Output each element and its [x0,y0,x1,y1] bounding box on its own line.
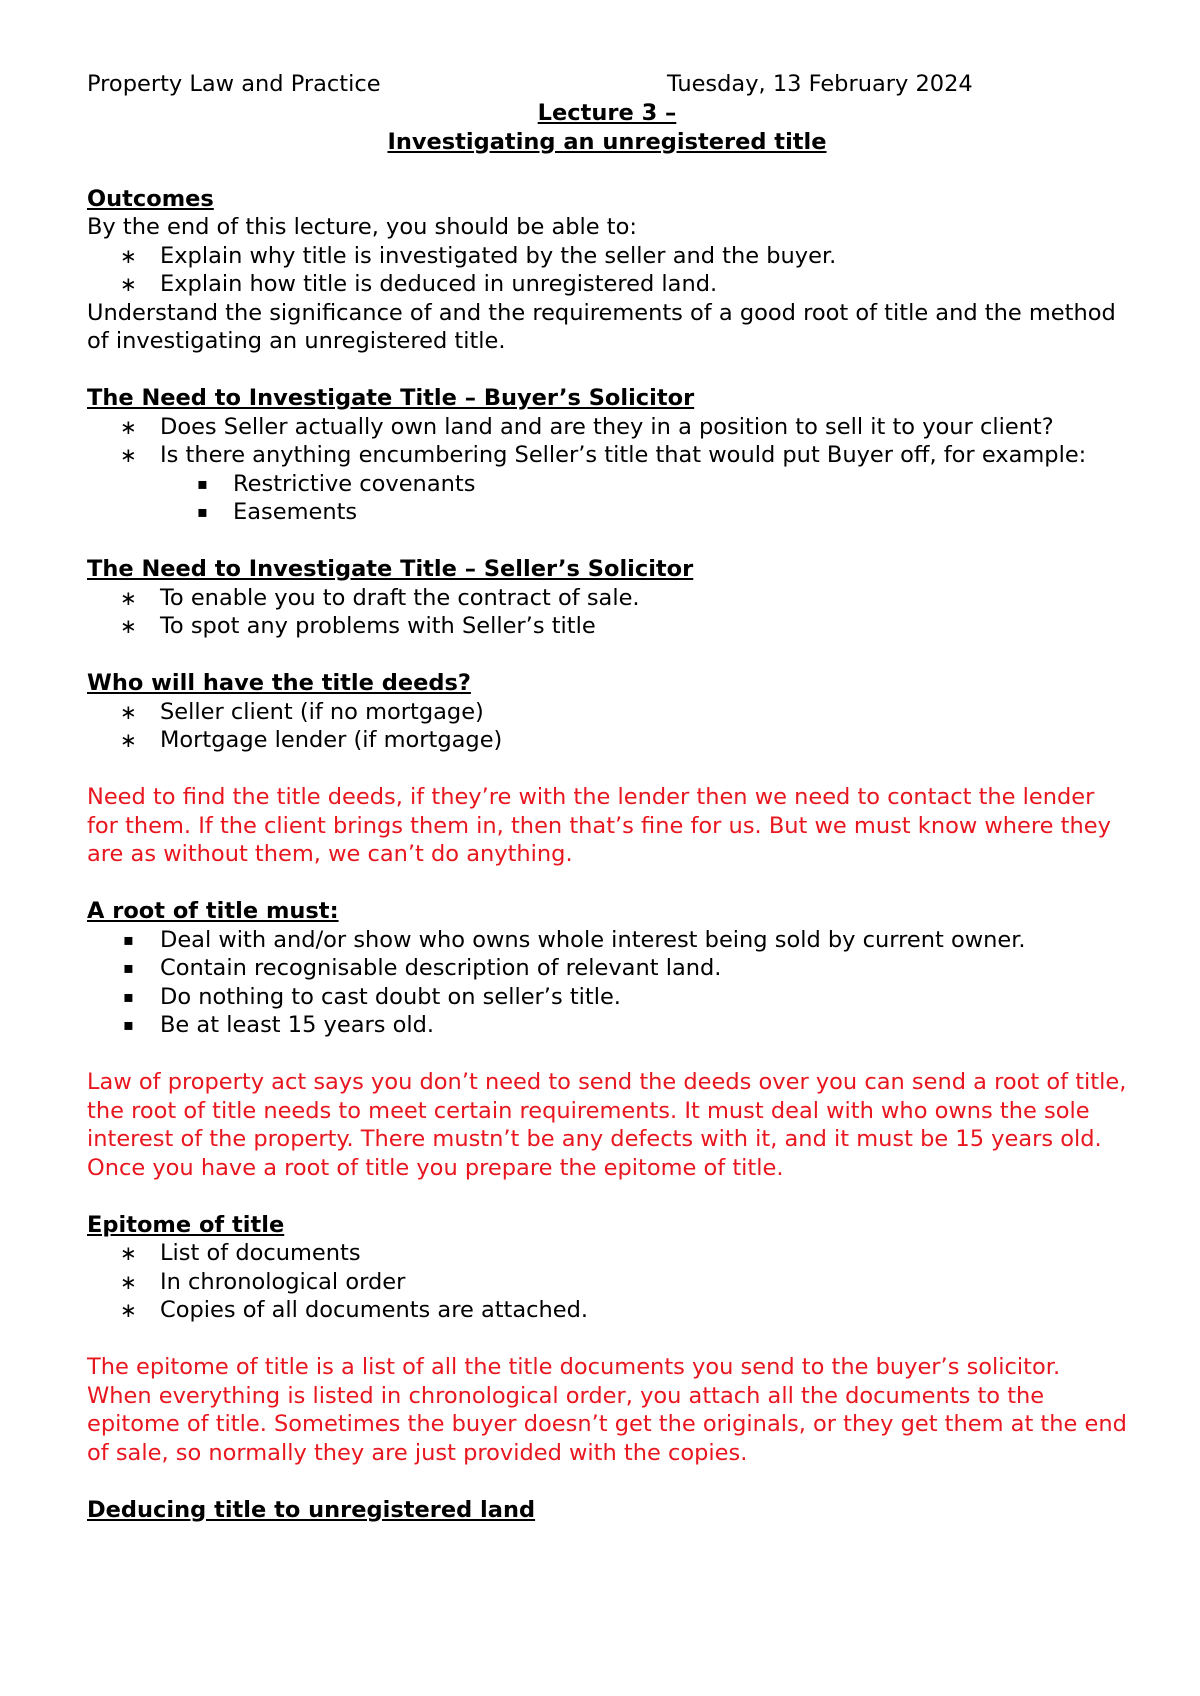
spacer [87,755,1127,784]
epitome-list [87,1239,1127,1325]
list-item: ▪ Easements [87,498,1127,527]
spacer [87,527,1127,556]
root-section [87,897,1127,1182]
outcomes-intro: By the end of this lecture, you should be able to: [87,214,637,240]
deducing-section [87,1496,1127,1525]
outcomes-closing: Understand the significance of and the requirements of a good root of title and the method of investigating an unregistered title. [87,299,1116,354]
spacer [87,356,1127,385]
encumbrance-list [87,470,1127,527]
list-item: ∗ Is there anything encumbering Seller’s title that would put Buyer off, for example: [87,441,1127,470]
document-body [87,70,1127,1524]
list-item: ∗ Copies of all documents are attached. [87,1296,1127,1325]
buyer-heading: The Need to Investigate Title – Buyer’s Solicitor [87,385,695,411]
outcomes-list [87,242,1127,299]
root-note: Law of property act says you don’t need to send the deeds over you can send a root of title, the root of title needs to meet certain requirements. It must deal with who owns the sole interest of the property. There mustn’t be any defects with it, and it must be 15 years old. Once you have a root of title you prepare the epitome of title. [87,1069,1127,1181]
list-item: ∗ List of documents [87,1239,1127,1268]
outcomes-heading: Outcomes [87,185,214,212]
root-heading: A root of title must: [87,898,339,924]
page-header [87,70,1127,99]
lecture-title: Investigating an unregistered title [387,128,827,155]
buyer-section [87,384,1127,527]
list-item: ▪ Deal with and/or show who owns whole interest being sold by current owner. [87,926,1127,955]
deducing-heading: Deducing title to unregistered land [87,1496,536,1523]
list-item: ∗ Mortgage lender (if mortgage) [87,726,1127,755]
list-item: ▪ Restrictive covenants [87,470,1127,499]
list-item: ∗ To enable you to draft the contract of sale. [87,584,1127,613]
lecture-number: Lecture 3 – [537,100,677,126]
spacer [87,641,1127,670]
root-list [87,926,1127,1040]
epitome-section [87,1211,1127,1468]
deeds-section [87,669,1127,869]
list-item: ∗ Seller client (if no mortgage) [87,698,1127,727]
spacer [87,156,1127,185]
list-item: ▪ Do nothing to cast doubt on seller’s title. [87,983,1127,1012]
outcomes-section [87,185,1127,356]
epitome-note: The epitome of title is a list of all the title documents you send to the buyer’s solicitor. When everything is listed in chronological order, you attach all the documents to the epitome of title. Sometimes the buyer doesn’t get the originals, or they get them at the end of sale, so normally they are just provided with the copies. [87,1354,1127,1466]
list-item: ∗ Explain why title is investigated by the seller and the buyer. [87,242,1127,271]
seller-section [87,555,1127,641]
buyer-list [87,413,1127,470]
epitome-heading: Epitome of title [87,1211,285,1238]
spacer [87,1182,1127,1211]
list-item: ▪ Be at least 15 years old. [87,1011,1127,1040]
spacer [87,1467,1127,1496]
seller-list [87,584,1127,641]
list-item: ▪ Contain recognisable description of relevant land. [87,954,1127,983]
seller-heading: The Need to Investigate Title – Seller’s Solicitor [87,556,694,582]
deeds-note: Need to find the title deeds, if they’re with the lender then we need to contact the lender for them. If the client brings them in, then that’s fine for us. But we must know where they are as without them, we can’t do anything. [87,784,1111,867]
deeds-heading: Who will have the title deeds? [87,670,471,696]
lecture-date: Tuesday, 13 February 2024 [667,71,973,97]
spacer [87,1040,1127,1069]
list-item: ∗ Does Seller actually own land and are they in a position to sell it to your client? [87,413,1127,442]
spacer [87,1325,1127,1354]
list-item: ∗ To spot any problems with Seller’s title [87,612,1127,641]
deeds-list [87,698,1127,755]
list-item: ∗ In chronological order [87,1268,1127,1297]
list-item: ∗ Explain how title is deduced in unregistered land. [87,270,1127,299]
course-name: Property Law and Practice [87,71,381,97]
spacer [87,869,1127,898]
